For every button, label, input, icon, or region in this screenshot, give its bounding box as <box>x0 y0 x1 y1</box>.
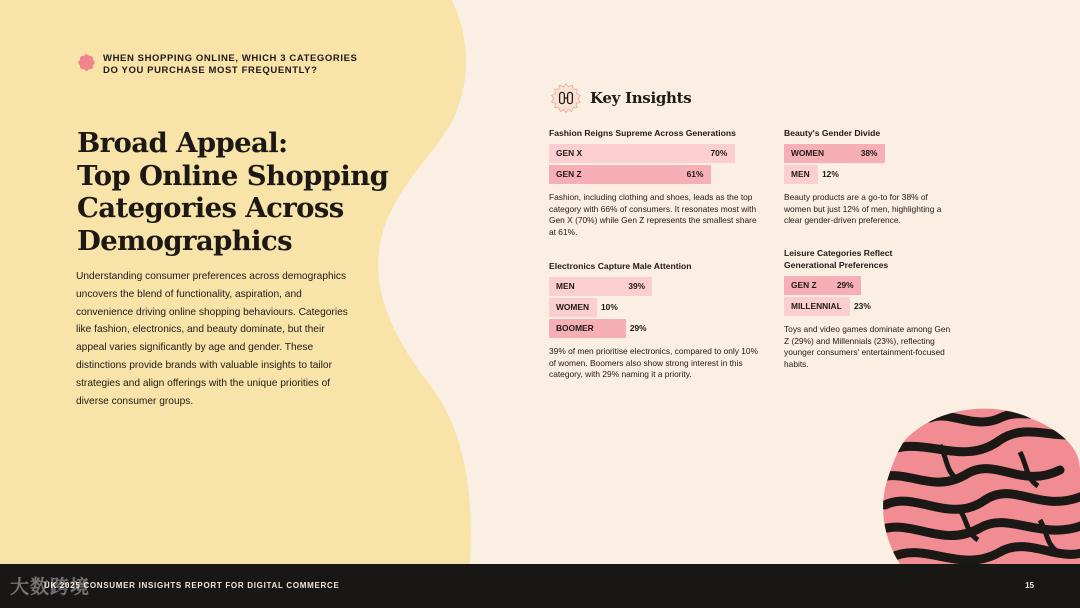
section-electronics <box>549 260 759 381</box>
section-description: Beauty products are a go-to for 38% of women but just 12% of men, highlighting a clear gender-driven preference. <box>784 192 942 226</box>
bar-label: BOOMER <box>556 323 594 333</box>
flower-icon <box>78 54 95 71</box>
bar-label: WOMEN <box>791 148 825 158</box>
page-number: 15 <box>1025 581 1034 590</box>
title-line: Broad Appeal: <box>77 127 288 159</box>
question-line-2: DO YOU PURCHASE MOST FREQUENTLY? <box>103 65 318 76</box>
bar-label: GEN Z <box>556 169 582 179</box>
survey-question <box>78 53 357 77</box>
section-fashion <box>549 127 759 238</box>
bar-value: 39% <box>628 281 646 291</box>
section-description: Toys and video games dominate among Gen Z (29%) and Millennials (23%), reflecting younger consumers' entertainment-focused habits. <box>784 324 951 369</box>
key-insights-header <box>550 82 691 114</box>
bar-label: MEN <box>791 169 810 179</box>
bar-women <box>784 144 954 163</box>
bar-gen-z <box>549 165 759 184</box>
section-title-line: Generational Preferences <box>784 260 889 270</box>
section-beauty <box>784 127 954 227</box>
section-title <box>549 260 759 272</box>
section-description: Fashion, including clothing and shoes, leads as the top category with 66% of consumers. It resonates most with Gen X (70%) while Gen Z represents the smallest share at 61%. <box>549 192 757 237</box>
bar-value: 12% <box>822 169 839 179</box>
key-insights-badge-icon <box>550 82 582 114</box>
title-line: Categories Across <box>77 192 344 224</box>
bar-women <box>549 298 759 317</box>
bar-label: MEN <box>556 281 575 291</box>
bar-value: 29% <box>629 323 647 333</box>
section-title-line: Leisure Categories Reflect <box>784 248 893 258</box>
bar-boomer <box>549 319 759 338</box>
footer-report-title: UK 2025 CONSUMER INSIGHTS REPORT FOR DIGITAL COMMERCE <box>44 581 340 590</box>
bar-gen-x <box>549 144 759 163</box>
section-leisure <box>784 247 954 370</box>
title-line: Top Online Shopping <box>77 159 389 192</box>
section-title <box>784 127 954 139</box>
bar-value: 29% <box>836 280 854 290</box>
section-description: 39% of men prioritise electronics, compared to only 10% of women. Boomers also show strong interest in this category, with 29% naming it a priority. <box>549 346 759 380</box>
bar-men <box>549 277 759 296</box>
watermark: 大数跨境 <box>10 577 91 598</box>
key-insights-title: Key Insights <box>590 89 692 107</box>
section-title-line: Beauty's Gender Divide <box>784 128 881 138</box>
title-line: Demographics <box>77 224 293 257</box>
bar-value: 70% <box>710 148 728 158</box>
zebra-pattern <box>870 395 1080 570</box>
bar-men <box>784 165 954 184</box>
bar-label: GEN X <box>556 148 583 158</box>
bar-gen-z <box>784 276 954 295</box>
bar-value: 61% <box>686 169 704 179</box>
section-title-line: Fashion Reigns Supreme Across Generations <box>549 128 736 138</box>
bar-label: WOMEN <box>556 302 590 312</box>
bar-label: MILLENNIAL <box>791 301 842 311</box>
footer-bar <box>0 564 1080 608</box>
bar-value: 10% <box>601 302 618 312</box>
bar-millennial <box>784 297 954 316</box>
page-title <box>77 127 407 257</box>
intro-paragraph: Understanding consumer preferences across demographics uncovers the blend of functionality, aspiration, and convenience driving online shopping behaviours. Categories like fashion, electronics, and beauty dominate, but their appeal varies significantly by age and gender. These distinctions provide brands with valuable insights to tailor strategies and align offerings with the unique priorities of diverse consumer groups. <box>76 271 348 407</box>
section-title <box>784 247 954 271</box>
bar-value: 23% <box>854 301 871 311</box>
question-line-1: WHEN SHOPPING ONLINE, WHICH 3 CATEGORIES <box>103 53 358 64</box>
bar-value: 38% <box>860 148 878 158</box>
section-title-line: Electronics Capture Male Attention <box>549 261 692 271</box>
bar-label: GEN Z <box>791 280 817 290</box>
section-title <box>549 127 759 139</box>
